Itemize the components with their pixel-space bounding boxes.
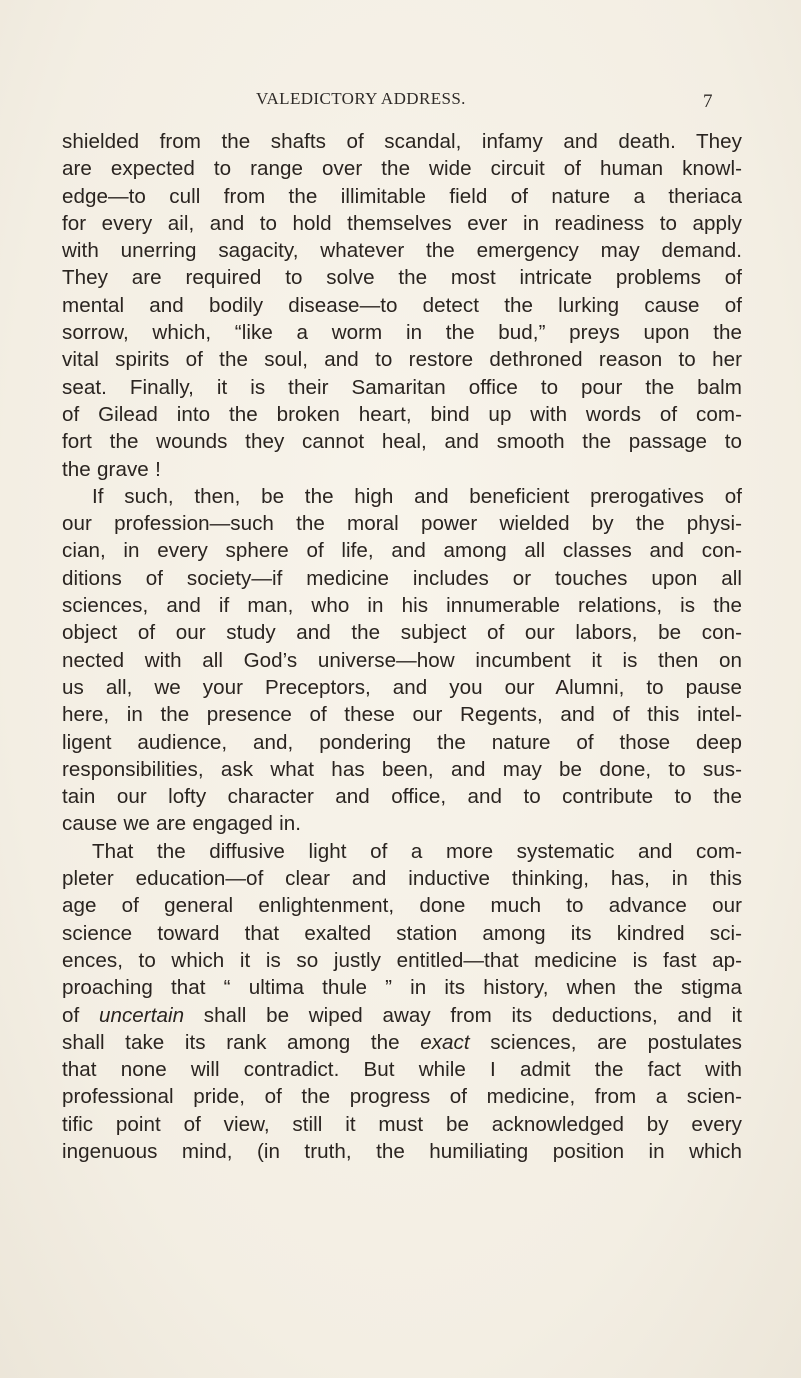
text-line: vital spirits of the soul, and to restore dethroned reason to her [62,348,742,372]
text-line: nected with all God’s universe—how incumbent it is then on [62,648,742,672]
text-line-mixed [62,1029,742,1056]
text-line: us all, we your Preceptors, and you our Alumni, to pause [62,675,742,699]
text-line: If such, then, be the high and beneficient prerogatives of [92,484,742,508]
text-line: They are required to solve the most intricate problems of [62,266,742,290]
text-line: for every ail, and to hold themselves ever in readiness to apply [62,211,742,235]
text-line: with unerring sagacity, whatever the emergency may demand. [62,239,742,263]
text-line: ingenuous mind, (in truth, the humiliating position in which [62,1139,742,1163]
text-line: object of our study and the subject of our labors, be con- [62,621,742,645]
text-line: here, in the presence of these our Regents, and of this intel- [62,703,742,727]
text-line: professional pride, of the progress of medicine, from a scien- [62,1085,742,1109]
text-line: of Gilead into the broken heart, bind up with words of com- [62,402,742,426]
running-head [0,89,801,113]
text-line: tain our lofty character and office, and to contribute to the [62,785,742,809]
text-line: responsibilities, ask what has been, and may be done, to sus- [62,757,742,781]
text-line: That the diffusive light of a more systematic and com- [92,839,742,863]
text-line: tific point of view, still it must be acknowledged by every [62,1112,742,1136]
text-line: science toward that exalted station among its kindred sci- [62,921,742,945]
text-line: cause we are engaged in. [62,812,302,836]
text-line: proaching that “ ultima thule ” in its history, when the stigma [62,976,742,1000]
text-line: the grave ! [62,457,161,481]
text-run: shall take its rank among the [62,1030,400,1054]
text-line: mental and bodily disease—to detect the lurking cause of [62,293,742,317]
text-line: shielded from the shafts of scandal, infamy and death. They [62,130,742,153]
text-line: ditions of society—if medicine includes or touches upon all [62,566,742,590]
text-line: are expected to range over the wide circuit of human knowl- [62,157,742,181]
page-number: 7 [703,91,713,112]
text-run: of [62,1003,80,1027]
text-line: sorrow, which, “like a worm in the bud,” preys upon the [62,321,742,345]
text-line: edge—to cull from the illimitable field of nature a theriaca [62,184,742,208]
italic-word: uncertain [98,1003,185,1027]
text-line: ences, to which it is so justly entitled—that medicine is fast ap- [62,948,742,972]
body-text [62,128,742,1165]
text-line: sciences, and if man, who in his innumerable relations, is the [62,594,742,618]
text-line: cian, in every sphere of life, and among all classes and con- [62,539,742,563]
text-line: pleter education—of clear and inductive thinking, has, in this [62,867,742,891]
text-line: age of general enlightenment, done much to advance our [62,894,742,918]
running-title: VALEDICTORY ADDRESS. [256,89,466,108]
text-line: seat. Finally, it is their Samaritan office to pour the balm [62,375,742,399]
text-run: shall be wiped away from its deductions, and it [203,1003,742,1027]
text-line: that none will contradict. But while I admit the fact with [62,1058,742,1082]
italic-word: exact [420,1030,470,1054]
text-line: fort the wounds they cannot heal, and smooth the passage to [62,430,742,454]
text-line-mixed [62,1002,742,1029]
text-line: our profession—such the moral power wielded by the physi- [62,512,742,536]
text-line: ligent audience, and, pondering the nature of those deep [62,730,742,754]
text-run: sciences, are postulates [490,1030,742,1054]
